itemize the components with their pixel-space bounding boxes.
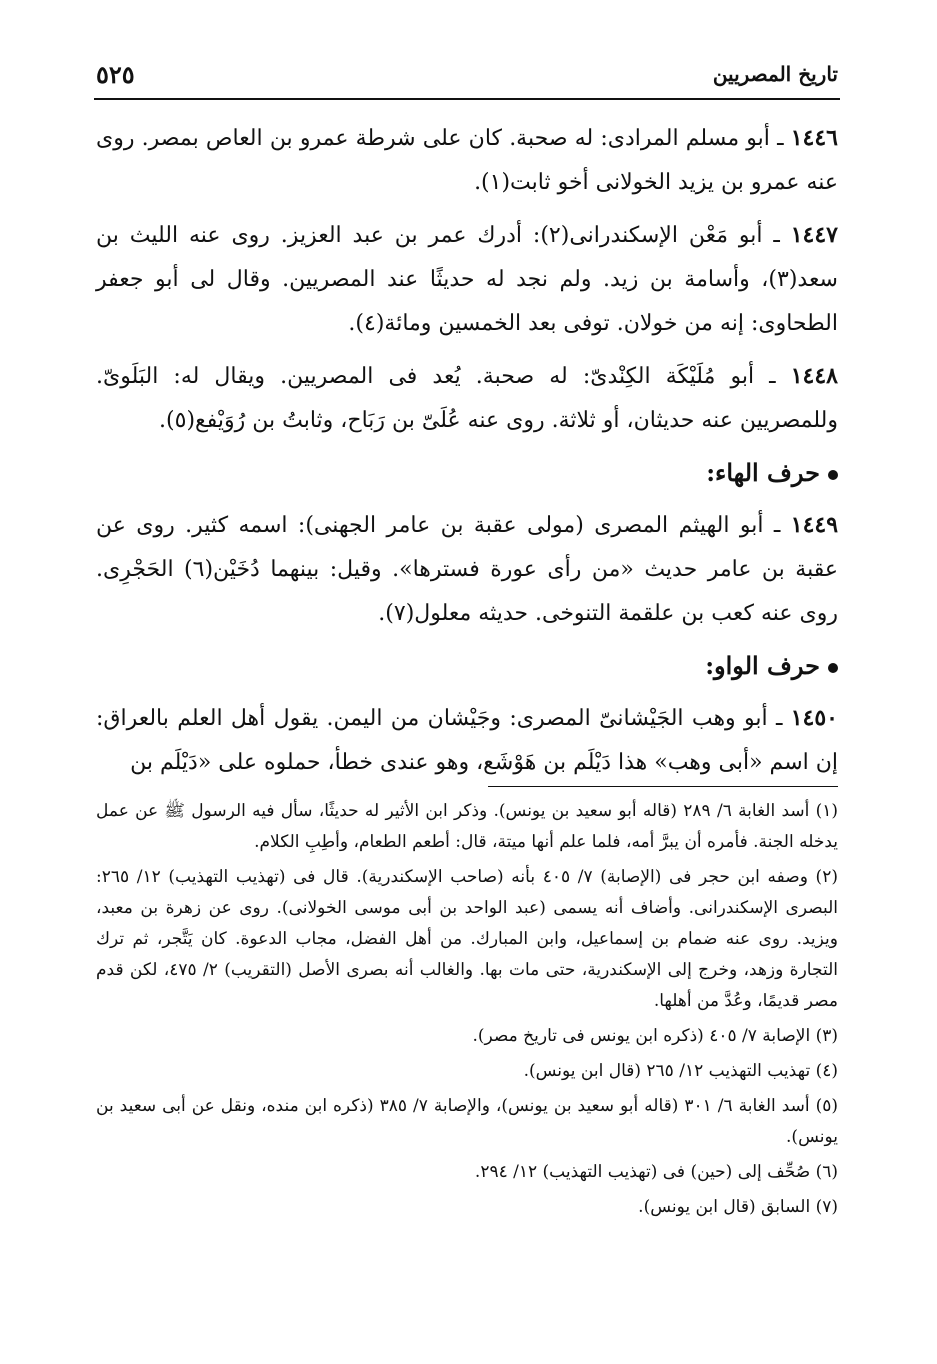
bullet-icon: [828, 663, 838, 673]
footnote-6: (٦) صُحِّف إلى (حين) فى (تهذيب التهذيب) ١٢/ ٢٩٤.: [474, 1162, 838, 1182]
footnote-separator: [488, 786, 838, 787]
entry-text: أبو الهيثم المصرى (مولى عقبة بن عامر الجهنى): اسمه كثير. روى عن عقبة بن عامر حديث «من رأى عورة فسترها». وقيل: بينهما دُخَيْن(٦) الحَجْرِى. روى عنه كعب بن علقمة التنوخى. حديثه معلول(٧).: [96, 513, 838, 626]
section-heading-haa: حرف الهاء:: [96, 451, 838, 495]
main-text: [96, 116, 838, 793]
entry-number: ١٤٤٨: [790, 363, 838, 389]
entry-number: ١٤٤٧: [790, 222, 838, 248]
footnote-3: (٣) الإصابة ٧/ ٤٠٥ (ذكره ابن يونس فى تاريخ مصر).: [472, 1026, 838, 1046]
entry-text: أبو مُلَيْكَة الكِنْدىّ: له صحبة. يُعد فى المصريين. ويقال له: البَلَوىّ. وللمصريين عنه حديثان، أو ثلاثة. روى عنه عُلَىّ بن رَبَاح، وثابتُ بن رُوَيْفع(٥).: [96, 364, 838, 433]
footnote-1: (١) أسد الغابة ٦/ ٢٨٩ (قاله أبو سعيد بن يونس). وذكر ابن الأثير له حديثًا، سأل فيه الرسول ﷺ عن عمل يدخله الجنة. فأمره أن يبرَّ أمه، فلما علم أنها ميتة، قال: أطعم الطعام، وأطِبِ الكلام.: [96, 801, 838, 852]
entry-1447: ١٤٤٧ ـ أبو مَعْن الإسكندرانى(٢): أدرك عمر بن عبد العزيز. روى عنه الليث بن سعد(٣)، وأسامة بن زيد. ولم نجد له حديثًا عند المصريين. وقال لى أبو جعفر الطحاوى: إنه من خولان. توفى بعد الخمسين ومائة(٤).: [96, 222, 838, 336]
entry-text: أبو مسلم المرادى: له صحبة. كان على شرطة عمرو بن العاص بمصر. روى عنه عمرو بن يزيد الخولانى أخو ثابت(١).: [96, 126, 838, 195]
entry-number: ١٤٤٦: [790, 125, 838, 151]
entry-1446: ١٤٤٦ ـ أبو مسلم المرادى: له صحبة. كان على شرطة عمرو بن العاص بمصر. روى عنه عمرو بن يزيد الخولانى أخو ثابت(١).: [96, 125, 838, 195]
bullet-icon: [828, 470, 838, 480]
entry-number: ١٤٤٩: [790, 512, 839, 538]
footnote-7: (٧) السابق (قال ابن يونس).: [638, 1197, 838, 1217]
page-header: [96, 62, 838, 96]
entry-1449: ١٤٤٩ ـ أبو الهيثم المصرى (مولى عقبة بن عامر الجهنى): اسمه كثير. روى عن عقبة بن عامر حديث «من رأى عورة فسترها». وقيل: بينهما دُخَيْن(٦) الحَجْرِى. روى عنه كعب بن علقمة التنوخى. حديثه معلول(٧).: [96, 512, 839, 626]
section-heading-waw: حرف الواو:: [96, 644, 838, 688]
page-number: ٥٢٥: [96, 60, 135, 89]
entry-1450: ١٤٥٠ ـ أبو وهب الجَيْشانىّ المصرى: وجَيْشان من اليمن. يقول أهل العلم بالعراق: إن اسم «أبى وهب» هذا دَيْلَم بن هَوْشَع، وهو عندى خطأ، حملوه على «دَيْلَم بن: [96, 705, 838, 775]
footnote-2: (٢) وصفه ابن حجر فى (الإصابة) ٧/ ٤٠٥ بأنه (صاحب الإسكندرية). قال فى (تهذيب التهذيب) ١٢/ ٢٦٥: البصرى الإسكندرانى. وأضاف أنه يسمى (عبد الواحد بن أبى موسى الخولانى). روى عن زهرة بن معبد، ويزيد. روى عنه ضمام بن إسماعيل، وابن المبارك. من أهل الفضل، مجاب الدعوة. كان يَتَّجر، ثم ترك التجارة وزهد، وخرج إلى الإسكندرية، حتى مات بها. والغالب أنه بصرى الأصل (التقريب) ٢/ ٤٧٥، لكن قدم مصر قديمًا، وعُدَّ من أهلها.: [96, 867, 838, 1011]
footnote-4: (٤) تهذيب التهذيب ١٢/ ٢٦٥ (قال ابن يونس).: [523, 1061, 838, 1081]
entry-text: أبو وهب الجَيْشانىّ المصرى: وجَيْشان من اليمن. يقول أهل العلم بالعراق: إن اسم «أبى وهب» هذا دَيْلَم بن هَوْشَع، وهو عندى خطأ، حملوه على «دَيْلَم بن: [96, 706, 838, 775]
running-title: تاريخ المصريين: [712, 62, 838, 86]
entry-text: أبو مَعْن الإسكندرانى(٢): أدرك عمر بن عبد العزيز. روى عنه الليث بن سعد(٣)، وأسامة بن زيد. ولم نجد له حديثًا عند المصريين. وقال لى أبو جعفر الطحاوى: إنه من خولان. توفى بعد الخمسين ومائة(٤).: [96, 223, 838, 336]
entry-1448: ١٤٤٨ ـ أبو مُلَيْكَة الكِنْدىّ: له صحبة. يُعد فى المصريين. ويقال له: البَلَوىّ. وللمصريين عنه حديثان، أو ثلاثة. روى عنه عُلَىّ بن رَبَاح، وثابتُ بن رُوَيْفع(٥).: [96, 363, 838, 433]
footnotes: [96, 796, 838, 1227]
header-rule: [94, 98, 840, 100]
entry-number: ١٤٥٠: [790, 705, 838, 731]
footnote-5: (٥) أسد الغابة ٦/ ٣٠١ (قاله أبو سعيد بن يونس)، والإصابة ٧/ ٣٨٥ (ذكره ابن منده، ونقل عن أبى سعيد بن يونس).: [96, 1096, 838, 1147]
